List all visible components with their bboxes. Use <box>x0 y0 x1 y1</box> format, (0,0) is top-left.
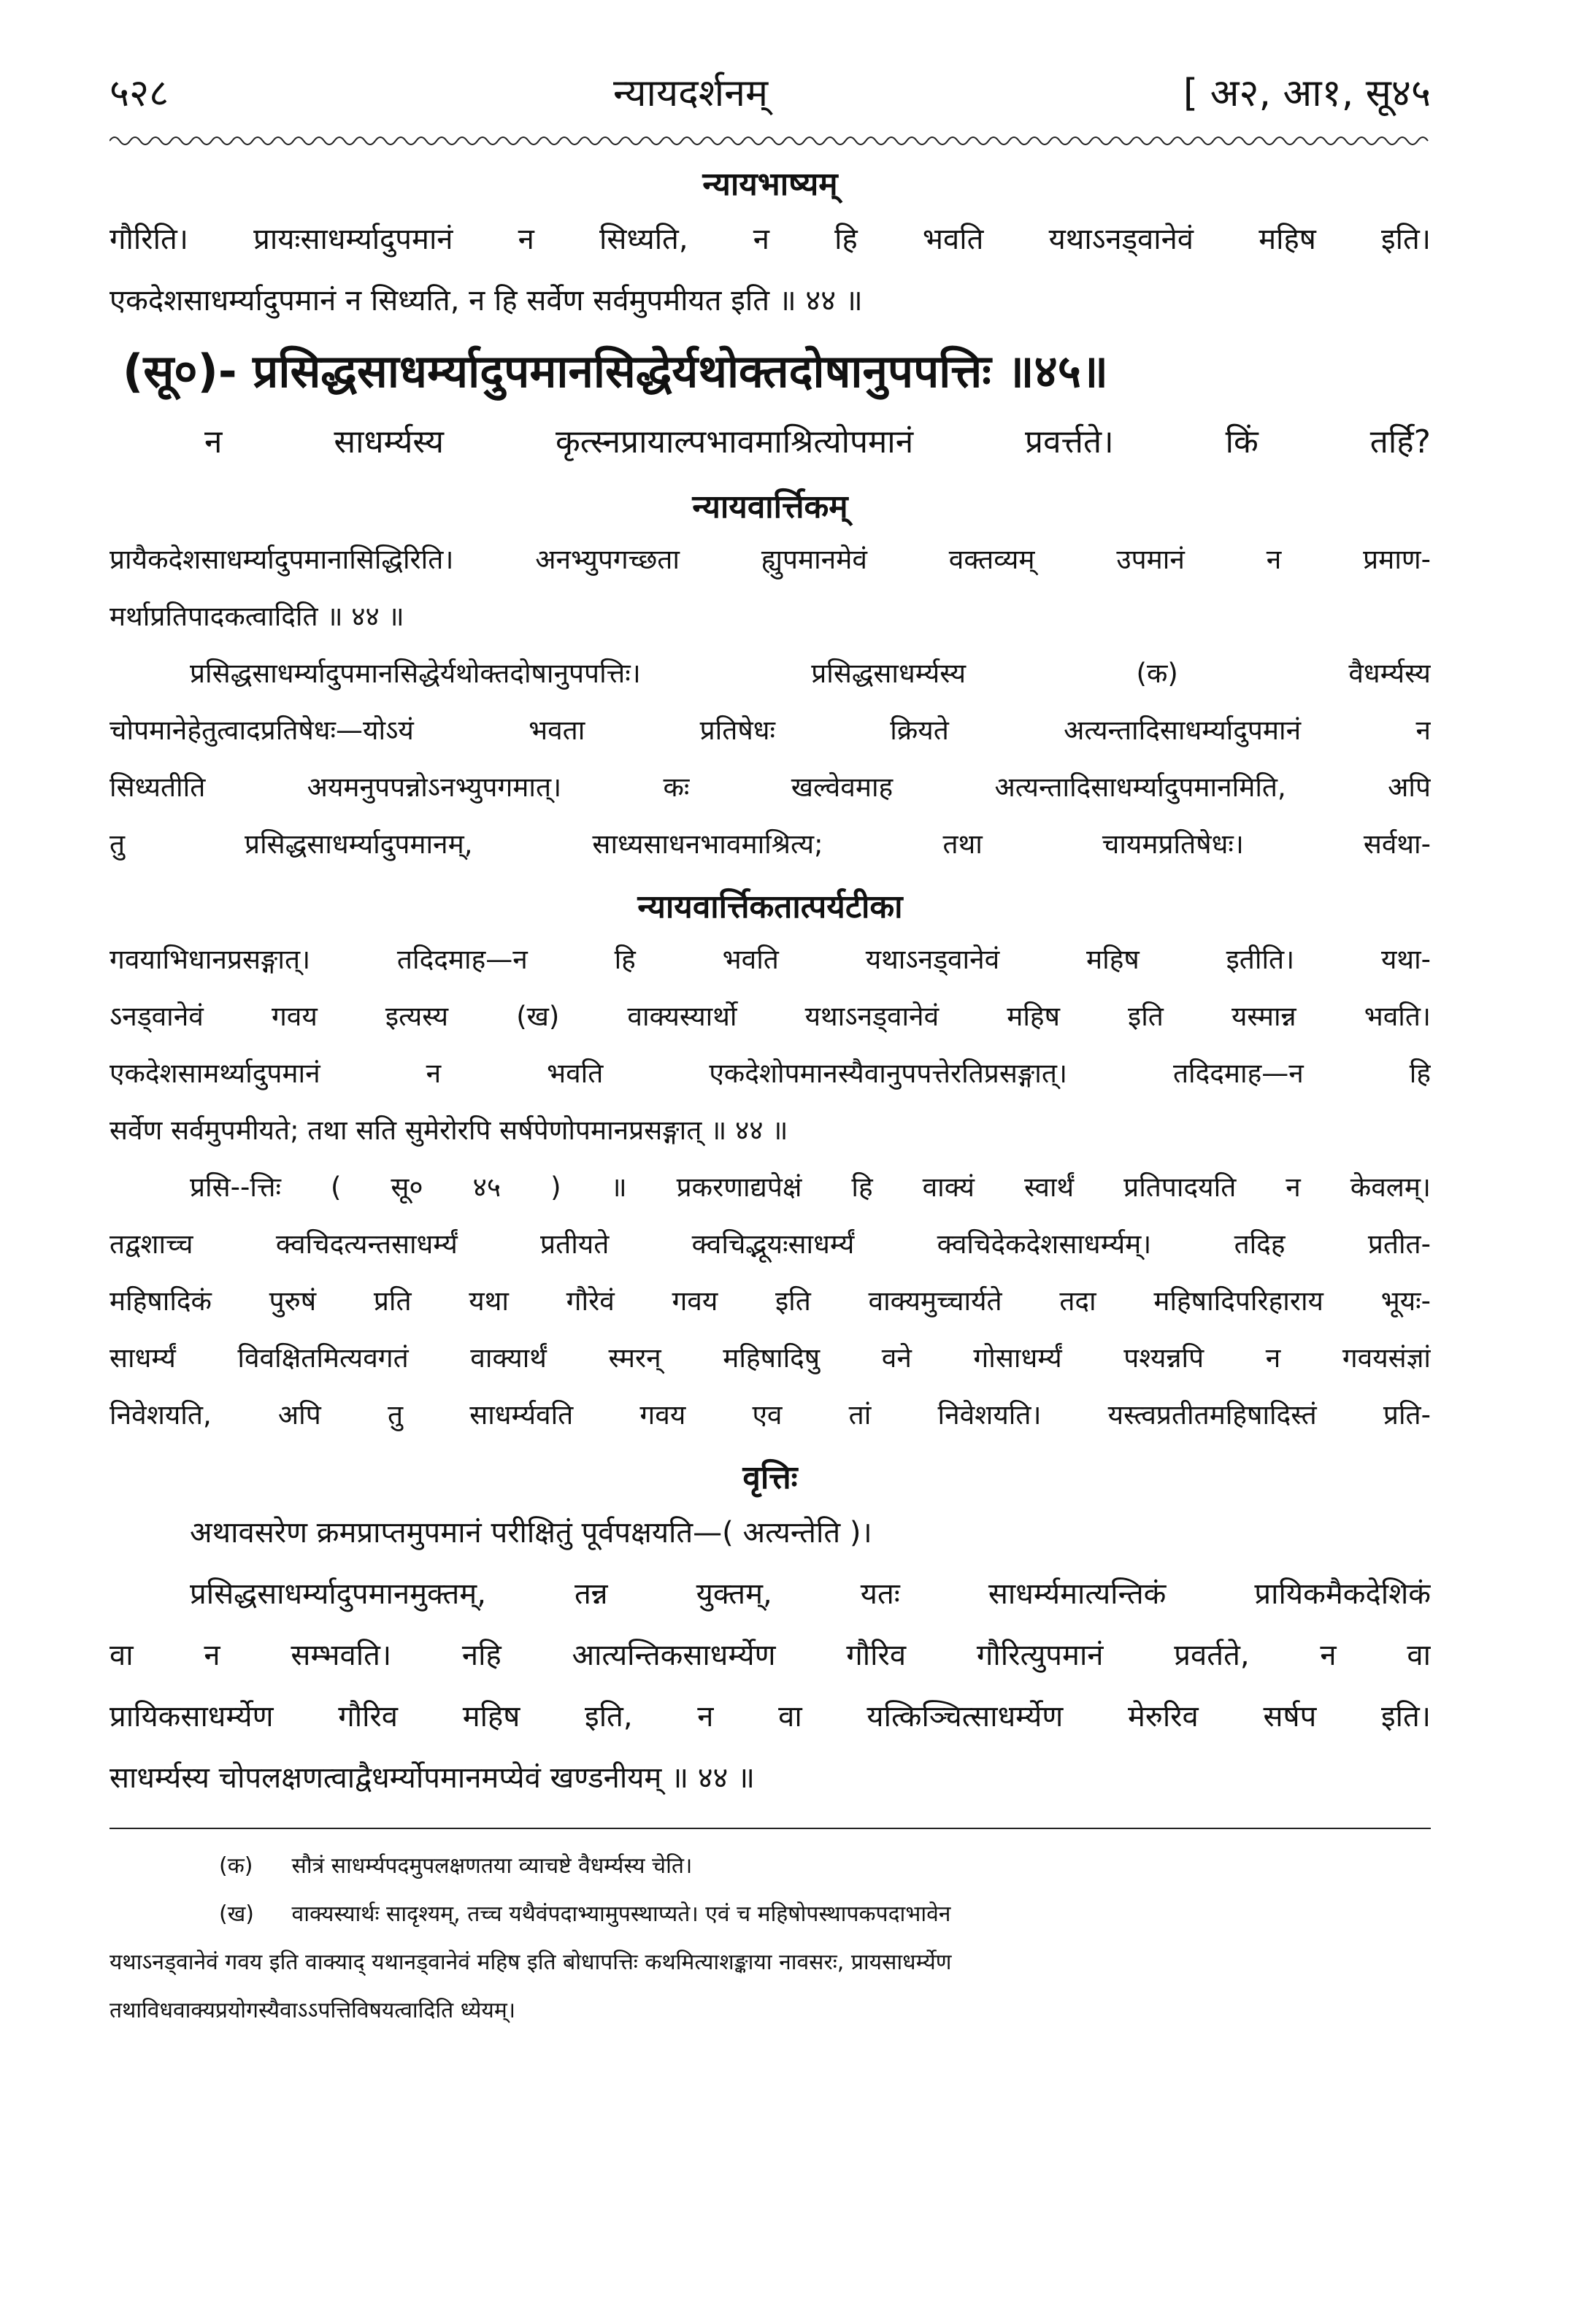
varttika-line: प्रायैकदेशसाधर्म्यादुपमानासिद्धिरिति। अनभ्युपगच्छता ह्युपमानमेवं वक्तव्यम् उपमानं न प्रमाण- <box>109 544 1431 575</box>
tatparya-line: सर्वेण सर्वमुपमीयते; तथा सति सुमेरोरपि सर्षपेणोपमानप्रसङ्गात् ॥ ४४ ॥ <box>109 1115 788 1146</box>
page-number: ५२८ <box>109 72 169 115</box>
vritti-line: प्रायिकसाधर्म्येण गौरिव महिष इति, न वा यत्किञ्चित्साधर्म्येण मेरुरिव सर्षप इति। <box>109 1700 1431 1734</box>
vritti-line: प्रसिद्धसाधर्म्यादुपमानमुक्तम्, तन्न युक्तम्, यतः साधर्म्यमात्यन्तिकं प्रायिकमैकदेशिकं <box>190 1577 1431 1611</box>
vritti-line: साधर्म्यस्य चोपलक्षणत्वाद्वैधर्म्योपमानमप्येवं खण्डनीयम् ॥ ४४ ॥ <box>109 1761 756 1795</box>
tatparya-line: गवयाभिधानप्रसङ्गात्। तदिदमाह—न हि भवति यथाऽनड्वानेवं महिष इतीति। यथा- <box>109 944 1431 975</box>
tatparya-line: महिषादिकं पुरुषं प्रति यथा गौरेवं गवय इति वाक्यमुच्चार्यते तदा महिषादिपरिहाराय भूयः- <box>109 1285 1431 1317</box>
footnote-divider <box>109 1828 1431 1829</box>
tatparya-title: न्यायवार्त्तिकतात्पर्यटीका <box>637 888 903 926</box>
varttika-line: मर्थाप्रतिपादकत्वादिति ॥ ४४ ॥ <box>109 601 404 632</box>
footnote-text: सौत्रं साधर्म्यपदमुपलक्षणतया व्याचष्टे वैधर्म्यस्य चेति। <box>291 1853 693 1879</box>
varttika-title: न्यायवार्त्तिकम् <box>692 488 848 526</box>
vritti-line: अथावसरेण क्रमप्राप्तमुपमानं परीक्षितुं पूर्वपक्षयति—( अत्यन्तेति )। <box>190 1516 872 1550</box>
vritti-line: वा न सम्भवति। नहि आत्यन्तिकसाधर्म्येण गौरिव गौरित्युपमानं प्रवर्तते, न वा <box>109 1639 1431 1672</box>
varttika-line: चोपमानेहेतुत्वादप्रतिषेधः—योऽयं भवता प्रतिषेधः क्रियते अत्यन्तादिसाधर्म्यादुपमानं न <box>109 715 1431 746</box>
varttika-line: तु प्रसिद्धसाधर्म्यादुपमानम्, साध्यसाधनभावमाश्रित्य; तथा चायमप्रतिषेधः। सर्वथा- <box>109 828 1431 860</box>
tatparya-line: ऽनड्वानेवं गवय इत्यस्य (ख) वाक्यस्यार्थो यथाऽनड्वानेवं महिष इति यस्मान्न भवति। <box>109 1001 1431 1032</box>
sutra-45: (सू०)- प्रसिद्धसाधर्म्यादुपमानसिद्धेर्यथोक्तदोषानुपपत्तिः ॥४५॥ <box>123 345 1109 398</box>
bhashya-question: न साधर्म्यस्य कृत्स्नप्रायाल्पभावमाश्रित्योपमानं प्रवर्त्तते। किं तर्हि? <box>204 423 1431 461</box>
vritti-title: वृत्तिः <box>742 1459 798 1496</box>
footnote-text: वाक्यस्यार्थः सादृश्यम्, तच्च यथैवंपदाभ्यामुपस्थाप्यते। एवं च महिषोपस्थापकपदाभावेन <box>291 1901 951 1927</box>
tatparya-line: तद्वशाच्च क्वचिदत्यन्तसाधर्म्यं प्रतीयते क्वचिद्भूयःसाधर्म्यं क्वचिदेकदेशसाधर्म्यम्। तदिह प्रतीत- <box>109 1228 1431 1260</box>
document-page <box>109 51 1431 2299</box>
tatparya-line: प्रसि--त्तिः ( सू० ४५ ) ॥ प्रकरणाद्यपेक्षं हि वाक्यं स्वार्थं प्रतिपादयति न केवलम्। <box>190 1171 1431 1203</box>
tatparya-line: एकदेशसामर्थ्यादुपमानं न भवति एकदेशोपमानस्यैवानुपपत्तेरतिप्रसङ्गात्। तदिदमाह—न हि <box>109 1058 1431 1089</box>
tatparya-line: साधर्म्यं विवक्षितमित्यवगतं वाक्यार्थं स्मरन् महिषादिषु वने गोसाधर्म्यं पश्यन्नपि न गवयसंज्ञां <box>109 1342 1431 1374</box>
tatparya-line: निवेशयति, अपि तु साधर्म्यवति गवय एव तां निवेशयति। यस्त्वप्रतीतमहिषादिस्तं प्रति- <box>109 1399 1431 1431</box>
bhashya-title: न्यायभाष्यम् <box>702 166 838 203</box>
chapter-reference: [ अ२, आ१, सू४५ <box>1183 72 1431 115</box>
bhashya-line: एकदेशसाधर्म्यादुपमानं न सिध्यति, न हि सर्वेण सर्वमुपमीयत इति ॥ ४४ ॥ <box>109 284 863 318</box>
footnote-marker: (ख) <box>219 1901 254 1927</box>
page-header <box>109 51 1431 131</box>
varttika-line: प्रसिद्धसाधर्म्यादुपमानसिद्धेर्यथोक्तदोषानुपपत्तिः। प्रसिद्धसाधर्म्यस्य (क) वैधर्म्यस्य <box>190 658 1431 689</box>
footnote-marker: (क) <box>219 1853 253 1879</box>
bhashya-line: गौरिति। प्रायःसाधर्म्यादुपमानं न सिध्यति, न हि भवति यथाऽनड्वानेवं महिष इति। <box>109 223 1431 256</box>
footnote-kha-continued: तथाविधवाक्यप्रयोगस्यैवाऽऽपत्तिविषयत्वादिति ध्येयम्। <box>109 1998 516 2023</box>
varttika-line: सिध्यतीति अयमनुपपन्नोऽनभ्युपगमात्। कः खल्वेवमाह अत्यन्तादिसाधर्म्यादुपमानमिति, अपि <box>109 772 1431 803</box>
header-wavy-rule <box>109 131 1431 150</box>
footnote-ka <box>109 1842 1431 1890</box>
running-title: न्यायदर्शनम् <box>613 72 769 115</box>
footnote-kha <box>109 1890 1431 1939</box>
footnote-kha-continued: यथाऽनड्वानेवं गवय इति वाक्याद् यथानड्वानेवं महिष इति बोधापत्तिः कथमित्याशङ्काया नावसरः, प्रायसाधर्म्येण <box>109 1950 952 1975</box>
